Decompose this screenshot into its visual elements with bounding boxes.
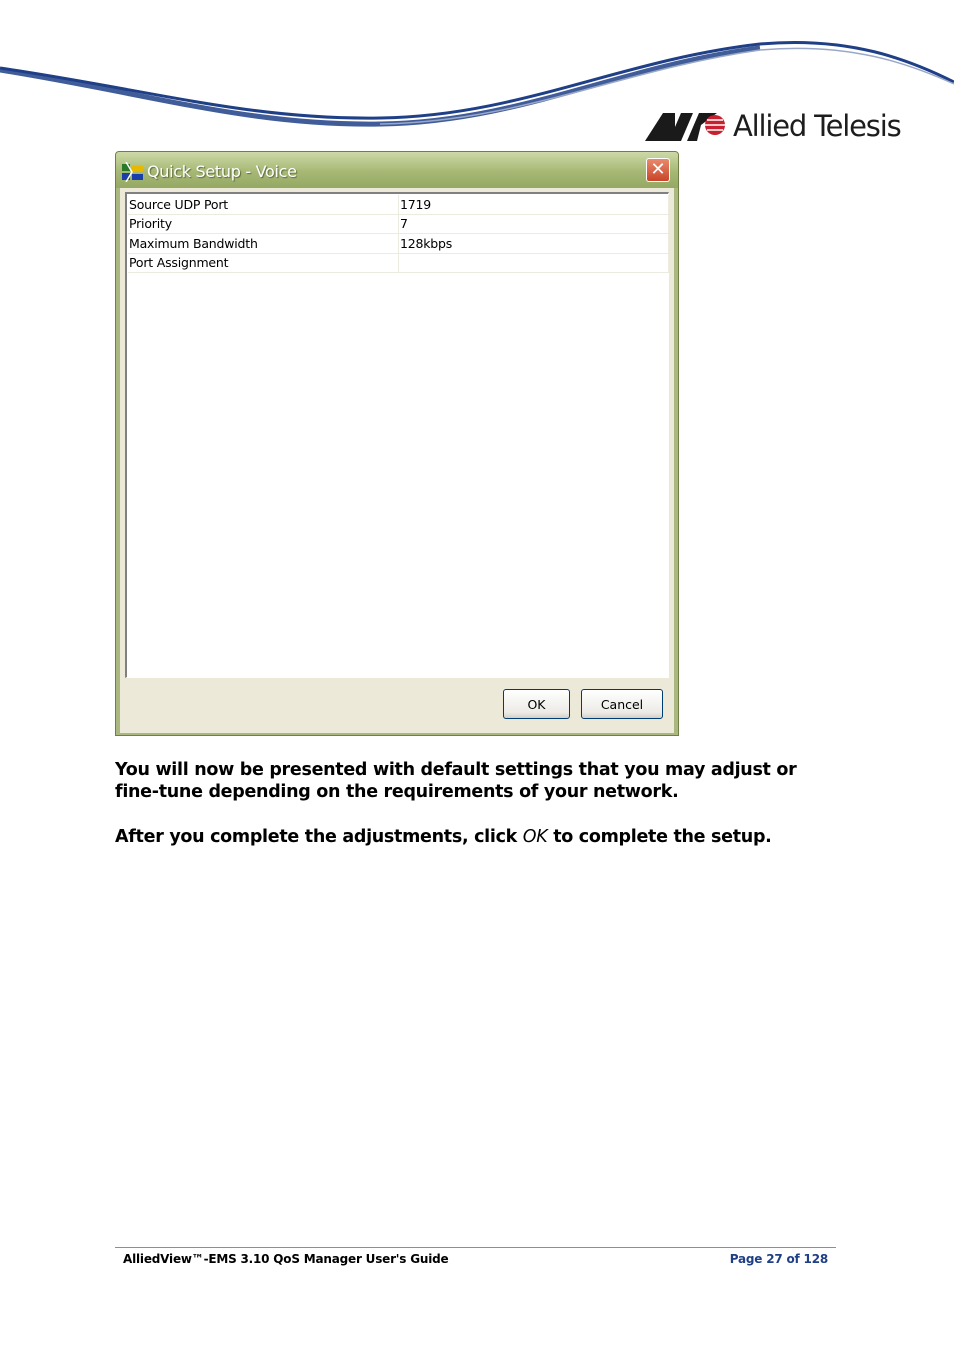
logo-mark-icon (645, 111, 727, 141)
table-row[interactable] (128, 253, 669, 273)
footer-page-number: Page 27 of 128 (729, 1252, 828, 1266)
dialog-client-area (120, 188, 674, 733)
table-row[interactable] (128, 195, 669, 214)
close-icon: ✕ (650, 159, 666, 180)
instruction-paragraph-2 (115, 826, 845, 848)
property-value[interactable]: 1719 (399, 195, 669, 214)
property-value[interactable]: 7 (399, 214, 669, 234)
property-key: Source UDP Port (128, 195, 399, 214)
dialog-titlebar[interactable] (116, 152, 678, 188)
footer-divider (115, 1247, 836, 1248)
paragraph-2-suffix: to complete the setup. (547, 827, 772, 847)
property-value[interactable]: 128kbps (399, 234, 669, 254)
instruction-paragraph-1: You will now be presented with default settings that you may adjust or fine-tune depending on the requirements of your network. (115, 760, 797, 802)
brand-name: Allied Telesis (733, 109, 901, 143)
dialog-title: Quick Setup - Voice (147, 162, 297, 181)
close-button[interactable] (646, 158, 670, 182)
property-value[interactable] (399, 253, 669, 273)
table-row[interactable] (128, 214, 669, 234)
ok-emphasis: OK (522, 827, 548, 847)
paragraph-2-prefix: After you complete the adjustments, click (115, 827, 523, 847)
property-key: Port Assignment (128, 253, 399, 273)
property-table-area[interactable] (125, 192, 669, 678)
ok-button[interactable]: OK (503, 689, 570, 719)
quick-setup-dialog (115, 151, 679, 736)
allied-telesis-logo (645, 108, 900, 144)
cancel-button[interactable]: Cancel (581, 689, 663, 719)
table-row[interactable] (128, 234, 669, 254)
property-key: Maximum Bandwidth (128, 234, 399, 254)
property-table (128, 195, 669, 273)
property-key: Priority (128, 214, 399, 234)
footer-guide-title: AlliedView™-EMS 3.10 QoS Manager User's Guide (123, 1252, 449, 1266)
app-icon (122, 162, 144, 182)
